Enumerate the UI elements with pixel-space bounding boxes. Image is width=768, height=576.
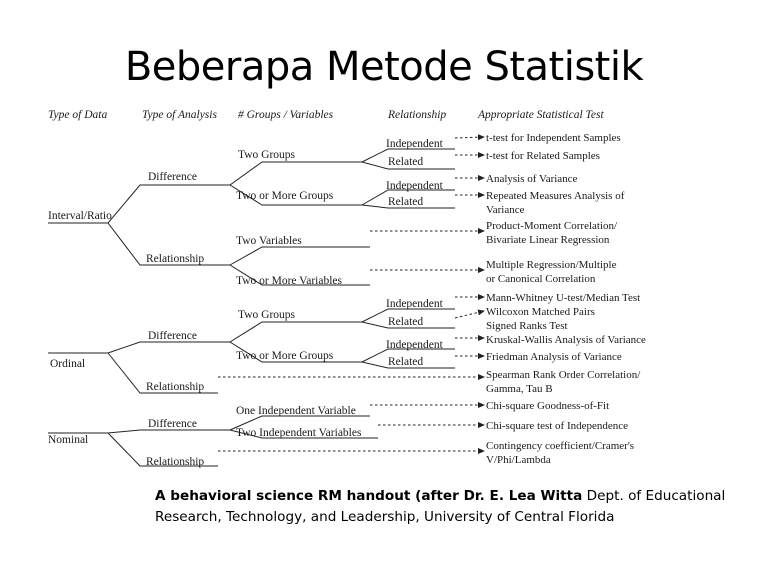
group-label: Two or More Variables — [236, 275, 342, 287]
analysis-relationship: Relationship — [146, 456, 205, 468]
analysis-relationship: Relationship — [146, 253, 205, 265]
test-label: Spearman Rank Order Correlation/ — [486, 369, 641, 381]
analysis-difference: Difference — [148, 418, 197, 430]
test-label: V/Phi/Lambda — [486, 454, 551, 466]
test-label: Gamma, Tau B — [486, 383, 553, 395]
relation-label: Related — [388, 316, 424, 328]
slide-title: Beberapa Metode Statistik — [124, 44, 644, 90]
test-label: Multiple Regression/Multiple — [486, 259, 617, 271]
relation-label: Related — [388, 196, 424, 208]
header-type-of-analysis: Type of Analysis — [142, 109, 217, 121]
relation-label: Related — [388, 356, 424, 368]
test-label: Mann-Whitney U-test/Median Test — [486, 292, 641, 304]
test-label: Kruskal-Wallis Analysis of Variance — [486, 334, 646, 346]
group-label: Two Variables — [236, 235, 302, 247]
analysis-relationship: Relationship — [146, 381, 205, 393]
header-type-of-data: Type of Data — [48, 109, 108, 121]
caption-bold: A behavioral science RM handout (after Dr. E. Lea Witta — [155, 488, 583, 504]
test-label: Chi-square Goodness-of-Fit — [486, 400, 610, 412]
group-label: Two Independent Variables — [236, 427, 362, 439]
header-statistical-test: Appropriate Statistical Test — [478, 109, 604, 121]
data-type-nominal: Nominal — [48, 434, 89, 446]
arrow — [455, 137, 484, 138]
group-label: Two Groups — [238, 309, 296, 321]
test-label: Chi-square test of Independence — [486, 420, 629, 432]
test-label: Friedman Analysis of Variance — [486, 351, 622, 363]
test-label: Wilcoxon Matched Pairs — [486, 306, 595, 318]
relation-label: Independent — [386, 298, 443, 310]
arrow — [455, 311, 484, 318]
test-label: Repeated Measures Analysis of — [486, 190, 625, 202]
data-type-interval-ratio: Interval/Ratio — [48, 210, 112, 222]
relation-label: Related — [388, 156, 424, 168]
source-caption — [155, 486, 755, 528]
relation-label: Independent — [386, 138, 443, 150]
relation-label: Independent — [386, 339, 443, 351]
analysis-difference: Difference — [148, 330, 197, 342]
test-arrows — [218, 137, 484, 451]
test-label: or Canonical Correlation — [486, 273, 596, 285]
test-label: Signed Ranks Test — [486, 320, 568, 332]
data-type-ordinal: Ordinal — [50, 358, 86, 370]
test-label: t-test for Independent Samples — [486, 132, 621, 144]
relation-label: Independent — [386, 180, 443, 192]
group-label: One Independent Variable — [236, 405, 356, 417]
test-label: Bivariate Linear Regression — [486, 234, 610, 246]
group-label: Two or More Groups — [236, 190, 334, 202]
test-label: Product-Moment Correlation/ — [486, 220, 618, 232]
header-groups-variables: # Groups / Variables — [238, 109, 334, 121]
test-label: Contingency coefficient/Cramer's — [486, 440, 635, 452]
group-label: Two or More Groups — [236, 350, 334, 362]
test-label: t-test for Related Samples — [486, 150, 600, 162]
test-label: Analysis of Variance — [486, 173, 578, 185]
test-label: Variance — [486, 204, 525, 216]
header-relationship: Relationship — [388, 109, 447, 121]
analysis-difference: Difference — [148, 171, 197, 183]
group-label: Two Groups — [238, 149, 296, 161]
caption-rest: Dept. of Educational Research, Technology, and Leadership, University of Central Florida — [155, 488, 726, 525]
